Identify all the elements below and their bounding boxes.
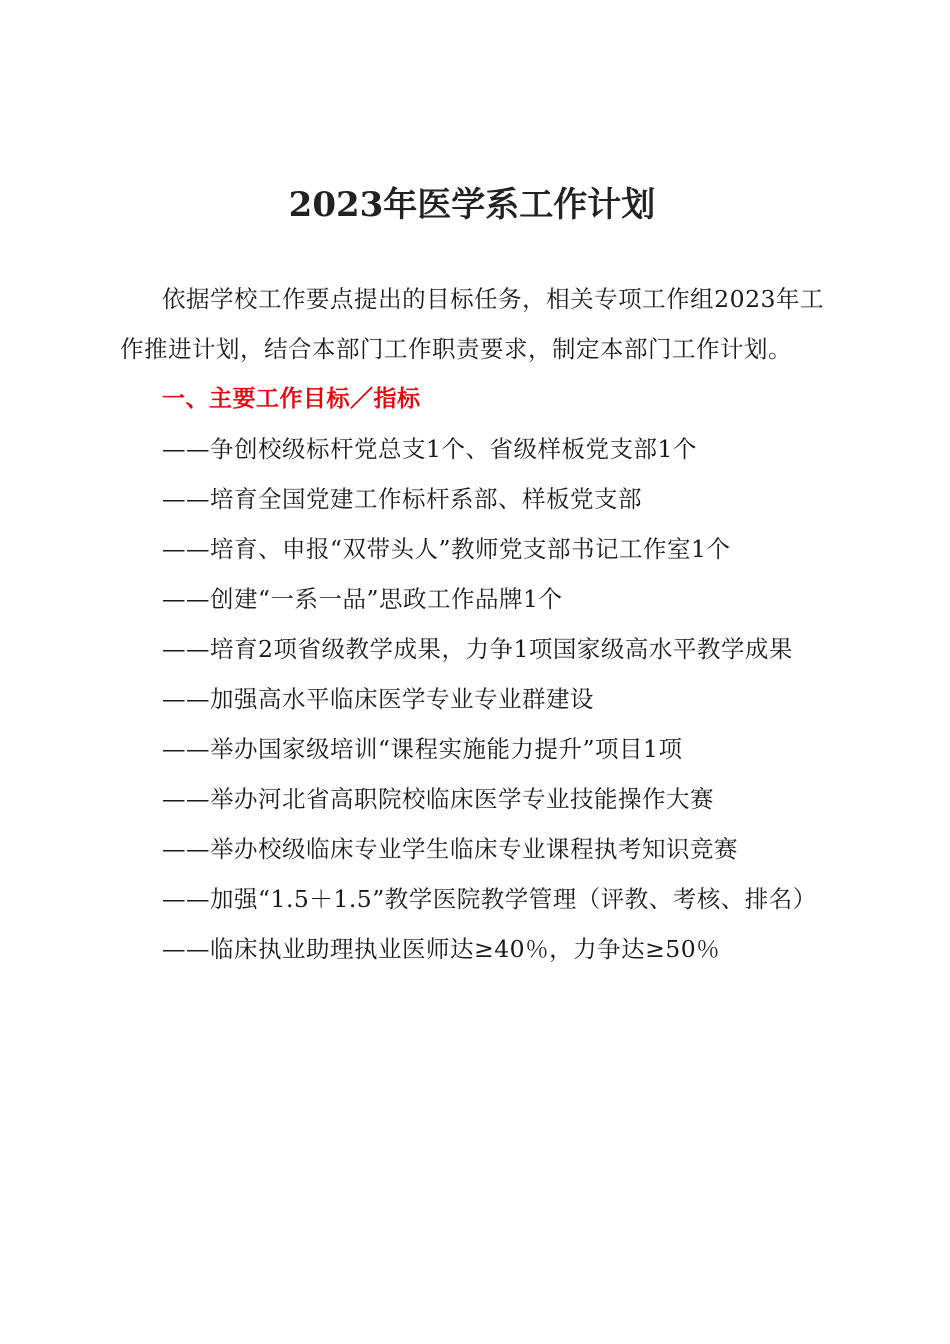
intro-paragraph: 依据学校工作要点提出的目标任务，相关专项工作组2023年工作推进计划，结合本部门工作职责要求，制定本部门工作计划。 — [120, 285, 824, 363]
goal-item: ——加强高水平临床医学专业专业群建设 — [162, 685, 594, 713]
document-title: 2023年医学系工作计划 — [288, 185, 656, 225]
goal-item: ——培育全国党建工作标杆系部、样板党支部 — [162, 485, 642, 513]
goal-item: ——争创校级标杆党总支1个、省级样板党支部1个 — [162, 435, 697, 463]
goal-item: ——举办校级临床专业学生临床专业课程执考知识竞赛 — [162, 835, 738, 863]
goal-item: ——培育2项省级教学成果，力争1项国家级高水平教学成果 — [162, 635, 793, 663]
goal-list — [120, 424, 824, 974]
goal-item: ——举办国家级培训“课程实施能力提升”项目1项 — [162, 735, 683, 763]
goal-item: ——临床执业助理执业医师达≥40％，力争达≥50％ — [162, 935, 721, 963]
section-heading: 一、主要工作目标／指标 — [162, 386, 421, 412]
goal-item: ——加强“1.5＋1.5”教学医院教学管理（评教、考核、排名） — [162, 885, 817, 913]
goal-item: ——创建“一系一品”思政工作品牌1个 — [162, 585, 563, 613]
goal-item: ——培育、申报“双带头人”教师党支部书记工作室1个 — [162, 535, 731, 563]
goal-item: ——举办河北省高职院校临床医学专业技能操作大赛 — [162, 785, 714, 813]
